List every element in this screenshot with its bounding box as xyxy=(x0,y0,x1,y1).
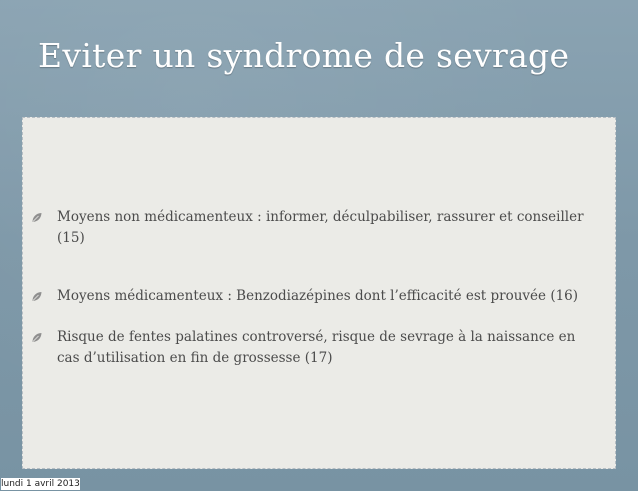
bullet-text: Risque de fentes palatines controversé, risque de sevrage à la naissance en cas d’utilisation en fin de grossesse (17) xyxy=(57,329,576,366)
bullet-text: Moyens médicamenteux : Benzodiazépines dont l’efficacité est prouvée (16) xyxy=(57,288,579,304)
footer-date: lundi 1 avril 2013 xyxy=(1,479,80,489)
bullet-text: Moyens non médicamenteux : informer, déculpabiliser, rassurer et conseiller (15) xyxy=(57,209,584,246)
leaf-bullet-icon xyxy=(31,332,43,343)
leaf-bullet-icon xyxy=(31,212,43,223)
content-panel xyxy=(22,117,616,469)
leaf-bullet-icon xyxy=(31,291,43,302)
slide-title: Eviter un syndrome de sevrage xyxy=(38,36,570,75)
